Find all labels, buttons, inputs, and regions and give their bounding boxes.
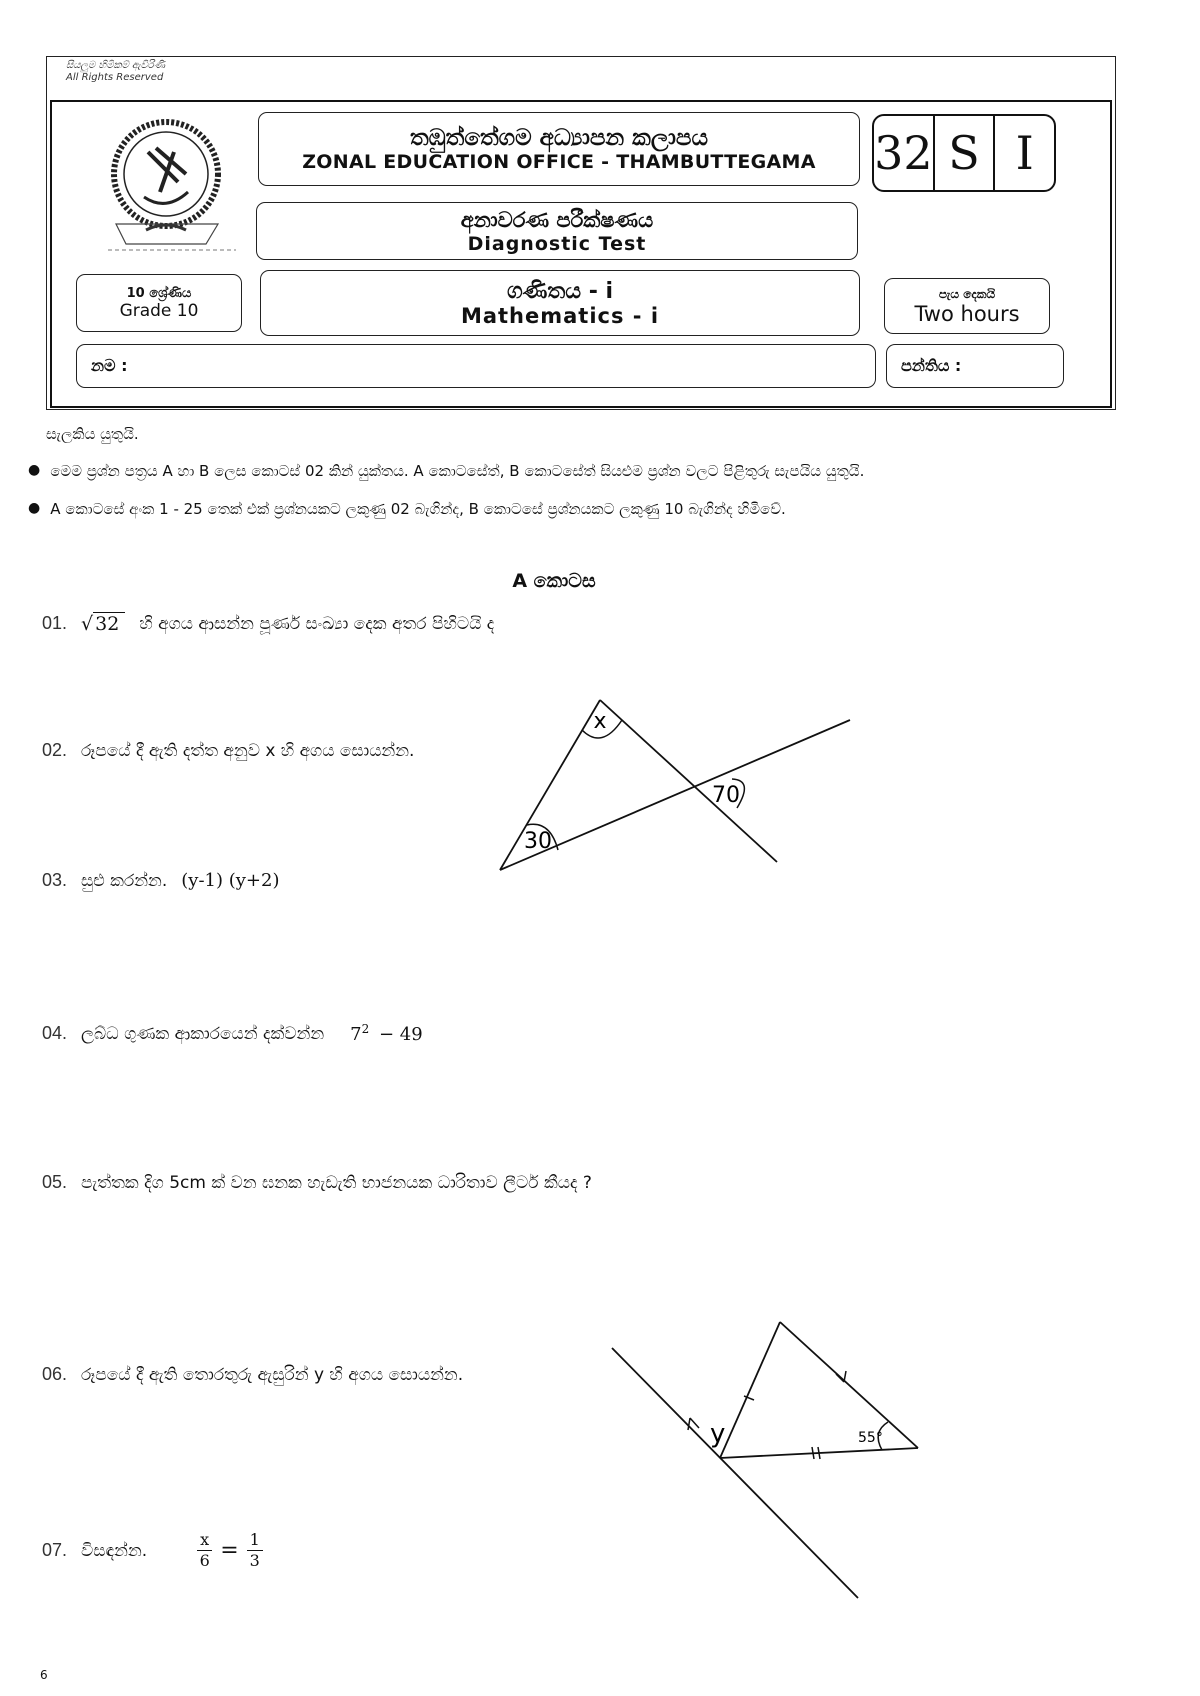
question-03 bbox=[42, 870, 279, 891]
instruction-item bbox=[28, 500, 1178, 518]
test-type-si: අනාවරණ පරීක්ෂණය bbox=[460, 207, 654, 232]
subject-en: Mathematics - i bbox=[460, 303, 660, 328]
question-04 bbox=[42, 1022, 423, 1045]
question-number: 02. bbox=[42, 740, 68, 760]
paper-code-part: I bbox=[993, 116, 1054, 190]
question-number: 03. bbox=[42, 870, 68, 890]
angle-top-label: x bbox=[593, 709, 607, 734]
angle-right-label: 70 bbox=[712, 783, 740, 808]
page-mark: 6 bbox=[40, 1668, 48, 1682]
denominator: 3 bbox=[249, 1551, 260, 1570]
instruction-item bbox=[28, 462, 1178, 480]
paper-code-number: 32 bbox=[874, 126, 933, 180]
triangle-figure-q6 bbox=[610, 1318, 930, 1600]
question-02 bbox=[42, 740, 414, 761]
emblem-logo-icon bbox=[86, 112, 256, 262]
equals-sign: = bbox=[220, 1538, 239, 1563]
class-field[interactable] bbox=[886, 344, 1064, 388]
question-number: 05. bbox=[42, 1172, 68, 1192]
fraction-lhs bbox=[197, 1530, 212, 1571]
expression bbox=[350, 1022, 423, 1045]
time-en: Two hours bbox=[914, 301, 1020, 326]
angle-bottom-label: 30 bbox=[524, 829, 552, 854]
remainder: − 49 bbox=[378, 1024, 423, 1045]
time-box bbox=[884, 278, 1050, 334]
subject-si: ගණිතය - i bbox=[506, 278, 614, 304]
expression: (y-1) (y+2) bbox=[181, 870, 280, 891]
office-name-en: ZONAL EDUCATION OFFICE - THAMBUTTEGAMA bbox=[302, 151, 816, 173]
question-01 bbox=[42, 612, 494, 635]
question-text: සුළු කරන්න. bbox=[81, 870, 168, 891]
question-06 bbox=[42, 1364, 463, 1385]
instruction-text: මෙම ප්‍රශ්න පත්‍රය A හා B ලෙස කොටස් 02 කින් යුක්තය. A කොටසේත්, B කොටසේත් සියළුම ප්‍රශ්න වලට පිළිතුරු සැපයිය යුතුයි. bbox=[50, 462, 865, 480]
paper-code-language: S bbox=[933, 116, 994, 190]
question-text: හි අගය ආසන්න පූර්ණ සංඛ්‍යා දෙක අතර පිහිටයි ද bbox=[139, 613, 495, 634]
copyright-si: සියලුම හිමිකම් ඇවිරිණි bbox=[66, 60, 166, 71]
fraction-rhs bbox=[247, 1530, 263, 1571]
time-si: පැය දෙකයි bbox=[938, 286, 996, 301]
base: 7 bbox=[350, 1024, 362, 1045]
question-05 bbox=[42, 1172, 592, 1193]
name-label: නම : bbox=[91, 356, 128, 375]
question-number: 04. bbox=[42, 1023, 68, 1043]
question-text: පැත්තක දිග 5cm ක් වන ඝනක හැඩැති භාජනයක ධාරිතාව ලීටර් කීයද ? bbox=[81, 1172, 592, 1193]
question-text: විසඳන්න. bbox=[81, 1540, 148, 1561]
subject-box bbox=[260, 270, 860, 336]
name-field[interactable] bbox=[76, 344, 876, 388]
radical-sign-icon: √ bbox=[81, 613, 94, 635]
equation bbox=[197, 1530, 263, 1571]
question-text: ලබ්ධ ගුණක ආකාරයෙන් දක්වන්න bbox=[81, 1023, 325, 1044]
numerator: 1 bbox=[247, 1530, 263, 1551]
question-07 bbox=[42, 1530, 263, 1571]
exponent: 2 bbox=[361, 1022, 370, 1036]
test-type-en: Diagnostic Test bbox=[467, 232, 647, 255]
radicand: 32 bbox=[93, 612, 125, 635]
bullet-icon: ● bbox=[28, 462, 41, 478]
denominator: 6 bbox=[199, 1551, 210, 1570]
question-text: රූපයේ දී ඇති තොරතුරු ඇසුරින් y හි අගය සොයන්න. bbox=[81, 1364, 464, 1385]
triangle-figure-q2 bbox=[490, 690, 860, 870]
question-number: 06. bbox=[42, 1364, 68, 1384]
square-root bbox=[81, 612, 125, 635]
instructions-title: සැලකිය යුතුයි. bbox=[46, 425, 139, 443]
test-type-box bbox=[256, 202, 858, 260]
angle-55-label: 55° bbox=[858, 1430, 883, 1446]
class-label: පන්තිය : bbox=[901, 356, 962, 375]
copyright-en: All Rights Reserved bbox=[66, 72, 164, 83]
office-name-si: තඹුත්තේගම අධ්‍යාපන කලාපය bbox=[409, 125, 709, 151]
paper-code bbox=[872, 114, 1056, 192]
grade-si: 10 ශ්‍රේණිය bbox=[126, 285, 192, 301]
question-number: 01. bbox=[42, 613, 68, 633]
instruction-text: A කොටසේ අංක 1 - 25 තෙක් එක් ප්‍රශ්නයකට ලකුණු 02 බැගින්ද, B කොටසේ ප්‍රශ්නයකට ලකුණු 10 බැගින්ද හිමිවේ. bbox=[50, 500, 786, 518]
question-text: රූපයේ දී ඇති දත්ත අනුව x හි අගය සොයන්න. bbox=[81, 740, 415, 761]
question-number: 07. bbox=[42, 1540, 68, 1560]
section-title: A කොටස bbox=[512, 570, 596, 592]
grade-en: Grade 10 bbox=[119, 300, 199, 321]
numerator: x bbox=[197, 1530, 212, 1551]
angle-y-label: y bbox=[710, 1419, 726, 1449]
bullet-icon: ● bbox=[28, 500, 41, 516]
office-title-box bbox=[258, 112, 860, 186]
grade-box bbox=[76, 274, 242, 332]
